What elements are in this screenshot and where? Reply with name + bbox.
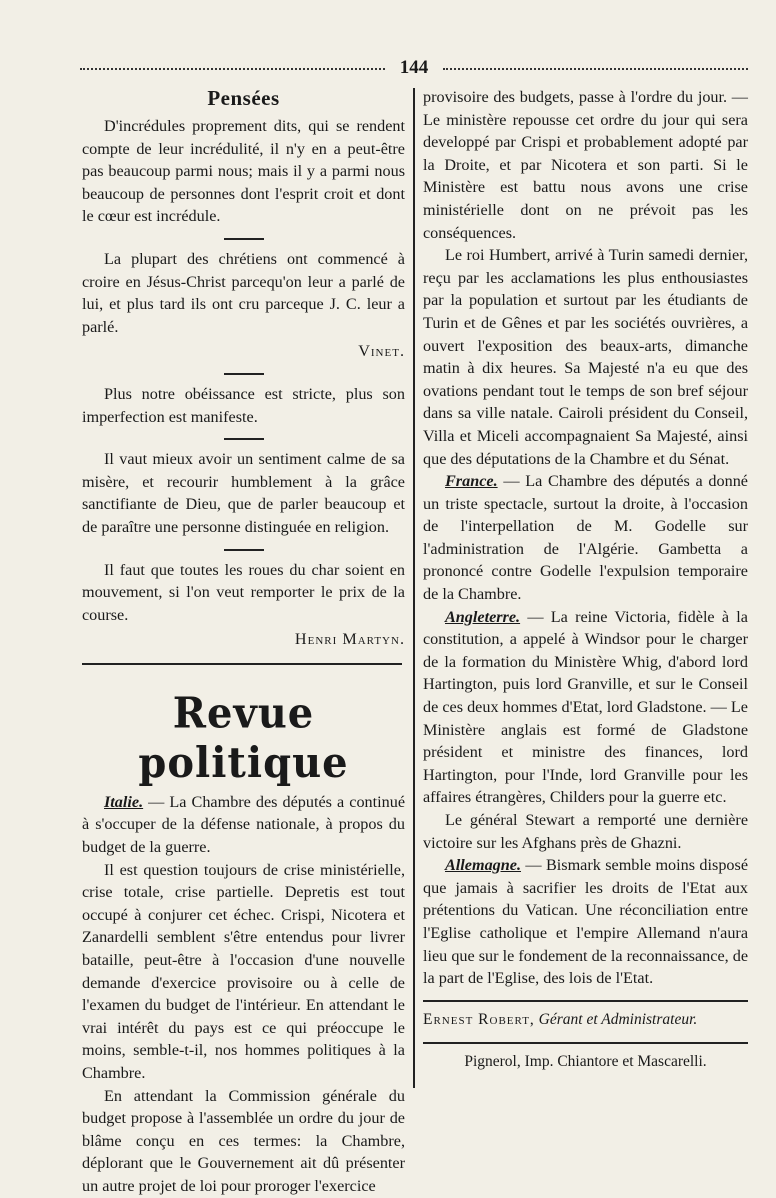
section-rule	[82, 663, 402, 665]
separator-rule	[224, 549, 264, 551]
column-divider	[413, 88, 415, 1088]
angleterre-paragraph-1	[423, 606, 748, 809]
left-column	[82, 86, 405, 1198]
angleterre-paragraph-2: Le général Stewart a remporté une dernière victoire sur les Afghans près de Ghazni.	[423, 811, 748, 852]
pensee-1: D'incrédules proprement dits, qui se rendent compte de leur incrédulité, il n'y en a peut-être pas beaucoup parmi nous; mais il y a parmi nous beaucoup de personnes dont l'esprit croit et dont le cœur est incrédule.	[82, 117, 405, 226]
page-header	[80, 52, 748, 80]
angleterre-text-1: — La reine Victoria, fidèle à la constitution, a appelé à Windsor pour le charger de la formation du Ministère Whig, d'abord lord Hartington, puis lord Granville, et sur le Conseil de ces deux hommes d'Etat, lord Gladstone. — Le Ministère anglais est formé de Gladstone président et ministre des finances, lord Hartington, pour l'Inde, lord Granville pour les affaires étrangères, Childers pour la guerre etc.	[423, 607, 748, 807]
separator-rule	[224, 238, 264, 240]
italie-paragraph-3a: En attendant la Commission générale du budget propose à l'assemblée un ordre du jour de blâme conçu en ces termes: la Chambre, déplorant que le Gouvernement ait dû présenter un autre projet de loi pour proroger l'exercice	[82, 1086, 405, 1195]
allemagne-paragraph	[423, 854, 748, 990]
right-column	[423, 86, 748, 1074]
pensee-5: Il faut que toutes les roues du char soient en mouvement, si l'on veut remporter le prix de la course.	[82, 560, 405, 624]
pensees-title: Pensées	[207, 86, 280, 110]
manager-name: Ernest Robert,	[423, 1010, 535, 1028]
pensee-3: Plus notre obéissance est stricte, plus son imperfection est manifeste.	[82, 384, 405, 426]
revue-title: Revue politique	[138, 688, 349, 788]
pensee-2-author: Vinet.	[358, 342, 405, 361]
italie-label: Italie.	[104, 792, 144, 811]
allemagne-label: Allemagne.	[445, 856, 521, 875]
manager-role: Gérant et Administrateur.	[538, 1010, 698, 1028]
footer-rule-2	[423, 1042, 748, 1044]
newspaper-page	[80, 52, 748, 1195]
italie-paragraph-3b: provisoire des budgets, passe à l'ordre du jour. — Le ministère repousse cet ordre du jour qui sera developpé par Crispi et probablement adopté par la Droite, et par Nicotera et son parti. Si le Ministère est battu nous avons une crise ministérielle dont on ne prévoit pas les conséquences.	[423, 88, 748, 242]
allemagne-text: — Bismark semble moins disposé que jamais à sacrifier les droits de l'Etat aux prétentions du Vatican. Une réconciliation entre l'Eglise catholique et l'empire Allemand n'aura lieu que sur le fondement de la reconnaissance, de la part de l'Eglise, des lois de l'Etat.	[423, 856, 748, 988]
italie-paragraph-4: Le roi Humbert, arrivé à Turin samedi dernier, reçu par les acclamations les plus enthousiastes par la population et surtout par les étudiants de Turin et de Gênes et par les sociétés ouvrières, a ouvert l'exposition des beaux-arts, dimanche matin à dix heures. Sa Majesté n'a eu que des ovations pendant tout le temps de son bref séjour dans sa ville natale. Cairoli président du Conseil, Villa et Miceli accompagnaient Sa Majesté, ainsi que des députations de la Chambre et du Sénat.	[423, 246, 748, 468]
france-paragraph	[423, 470, 748, 606]
page-number: 144	[399, 57, 429, 78]
france-text: — La Chambre des députés a donné un triste spectacle, surtout la droite, à l'occasion de l'interpellation de M. Godelle sur l'administration de l'Algérie. Gambetta a prononcé contre Godelle l'expulsion temporaire de la Chambre.	[423, 472, 748, 604]
manager-line	[423, 1008, 748, 1032]
separator-rule	[224, 438, 264, 440]
italie-text-1: — La Chambre des députés a continué à s'occuper de la défense nationale, à propos du budget de la guerre.	[82, 792, 405, 857]
printer-line: Pignerol, Imp. Chiantore et Mascarelli.	[464, 1052, 707, 1070]
italie-paragraph-1	[82, 791, 405, 859]
pensee-4: Il vaut mieux avoir un sentiment calme de sa misère, et recourir humblement à la grâce sanctifiante de Dieu, que de parler beaucoup et de paraître une personne distinguée en religion.	[82, 450, 405, 536]
pensee-2: La plupart des chrétiens ont commencé à croire en Jésus-Christ parcequ'on leur a parlé de lui, et plus tard ils ont cru parceque J. C. leur a parlé.	[82, 249, 405, 336]
separator-rule	[224, 373, 264, 375]
pensee-5-author: Henri Martyn.	[294, 630, 405, 649]
footer-rule	[423, 1000, 748, 1002]
header-rule-right	[443, 68, 748, 70]
angleterre-label: Angleterre.	[445, 607, 521, 626]
italie-paragraph-2: Il est question toujours de crise ministérielle, crise totale, crise partielle. Depretis est tout occupé à conjurer cet échec. Crispi, Nicotera et Zanardelli semblent s'être entendus pour livrer bataille, peut-être à l'occasion d'une nouvelle demande d'exercice provisoire ou à celle de l'examen du budget de l'intérieur. En attendant le vrai intérêt du pays est ce qui préoccupe le moins, semble-t-il, nos hommes politiques à la Chambre.	[82, 860, 405, 1082]
france-label: France.	[445, 472, 498, 491]
header-rule-left	[80, 68, 385, 70]
